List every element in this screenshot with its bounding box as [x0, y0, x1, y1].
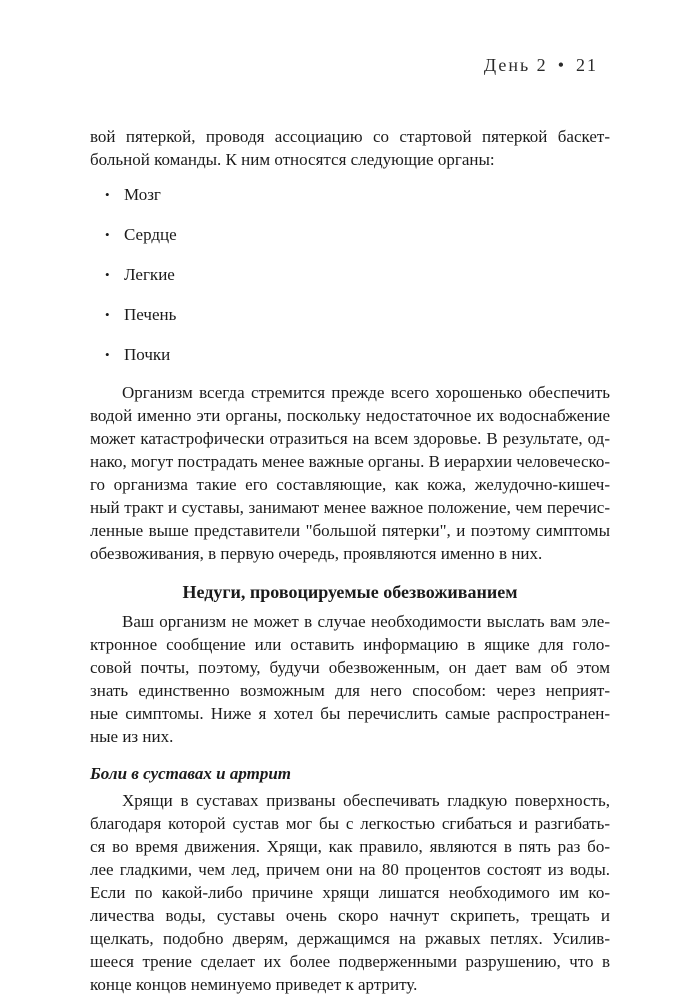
text-line: ктронное сообщение или оставить информацию в ящике для голо-: [90, 635, 610, 654]
running-head: [484, 55, 598, 76]
text-line: вой пятеркой, проводя ассоциацию со стартовой пятеркой баскет-: [90, 127, 610, 146]
text-line: личества воды, суставы очень скоро начнут скрипеть, трещать и: [90, 906, 610, 925]
body-paragraph: [90, 610, 610, 748]
text-line: шееся трение сделает их более подверженными разрушению, что в: [90, 952, 610, 971]
subsection-heading: Боли в суставах и артрит: [90, 764, 292, 783]
text-line: благодаря которой сустав мог бы с легкостью сгибаться и разгибать-: [90, 814, 610, 833]
text-line: конце концов неминуемо приведет к артриту.: [90, 975, 418, 994]
text-line: может катастрофически отразиться на всем здоровье. В результате, од-: [90, 429, 610, 448]
text-line: ный тракт и суставы, занимают менее важное положение, чем перечис-: [90, 498, 610, 517]
text-line: ные симптомы. Ниже я хотел бы перечислить самые распространен-: [90, 704, 610, 723]
chapter-label: День 2: [483, 55, 548, 75]
text-line: Организм всегда стремится прежде всего хорошенько обеспечить: [122, 383, 610, 402]
text-line: ленные выше представители "большой пятерки", и поэтому симптомы: [90, 521, 610, 540]
list-item-label: Почки: [124, 345, 171, 364]
list-item: [90, 343, 610, 366]
page-body: [90, 125, 610, 996]
bullet-icon: •: [105, 307, 110, 322]
text-line: совой почты, поэтому, будучи обезвоженным, он дает вам об этом: [90, 658, 610, 677]
intro-paragraph: [90, 125, 610, 171]
body-paragraph: [90, 789, 610, 996]
text-line: ся во время движения. Хрящи, как правило, являются в пять раз бо-: [90, 837, 610, 856]
text-line: больной команды. К ним относятся следующие органы:: [90, 150, 495, 169]
list-item: [90, 183, 610, 206]
bullet-icon: •: [105, 267, 110, 282]
page-number: 21: [576, 55, 598, 75]
text-line: щелкать, подобно дверям, держащимся на ржавых петлях. Усилив-: [90, 929, 610, 948]
text-line: Ваш организм не может в случае необходимости выслать вам эле-: [122, 612, 610, 631]
bullet-icon: •: [105, 347, 110, 362]
list-item: [90, 263, 610, 286]
text-line: обезвоживания, в первую очередь, проявляются именно в них.: [90, 544, 543, 563]
list-item-label: Легкие: [124, 265, 175, 284]
list-item: [90, 223, 610, 246]
text-line: ные из них.: [90, 727, 174, 746]
text-line: лее гладкими, чем лед, причем они на 80 процентов состоят из воды.: [90, 860, 610, 879]
section-heading: Недуги, провоцируемые обезвоживанием: [182, 582, 518, 602]
list-item-label: Сердце: [124, 225, 177, 244]
running-head-separator: •: [557, 55, 566, 75]
organ-list: [90, 183, 610, 366]
text-line: Хрящи в суставах призваны обеспечивать гладкую поверхность,: [122, 791, 610, 810]
bullet-icon: •: [105, 187, 110, 202]
bullet-icon: •: [105, 227, 110, 242]
text-line: знать единственно возможным для него способом: через неприят-: [90, 681, 610, 700]
body-paragraph: [90, 381, 610, 565]
list-item: [90, 303, 610, 326]
text-line: нако, могут пострадать менее важные органы. В иерархии человеческо-: [90, 452, 610, 471]
text-line: Если по какой-либо причине хрящи лишатся необходимого им ко-: [90, 883, 610, 902]
text-line: го организма такие его составляющие, как кожа, желудочно-кишеч-: [90, 475, 610, 494]
list-item-label: Мозг: [124, 185, 161, 204]
text-line: водой именно эти органы, поскольку недостаточное их водоснабжение: [90, 406, 610, 425]
list-item-label: Печень: [124, 305, 177, 324]
